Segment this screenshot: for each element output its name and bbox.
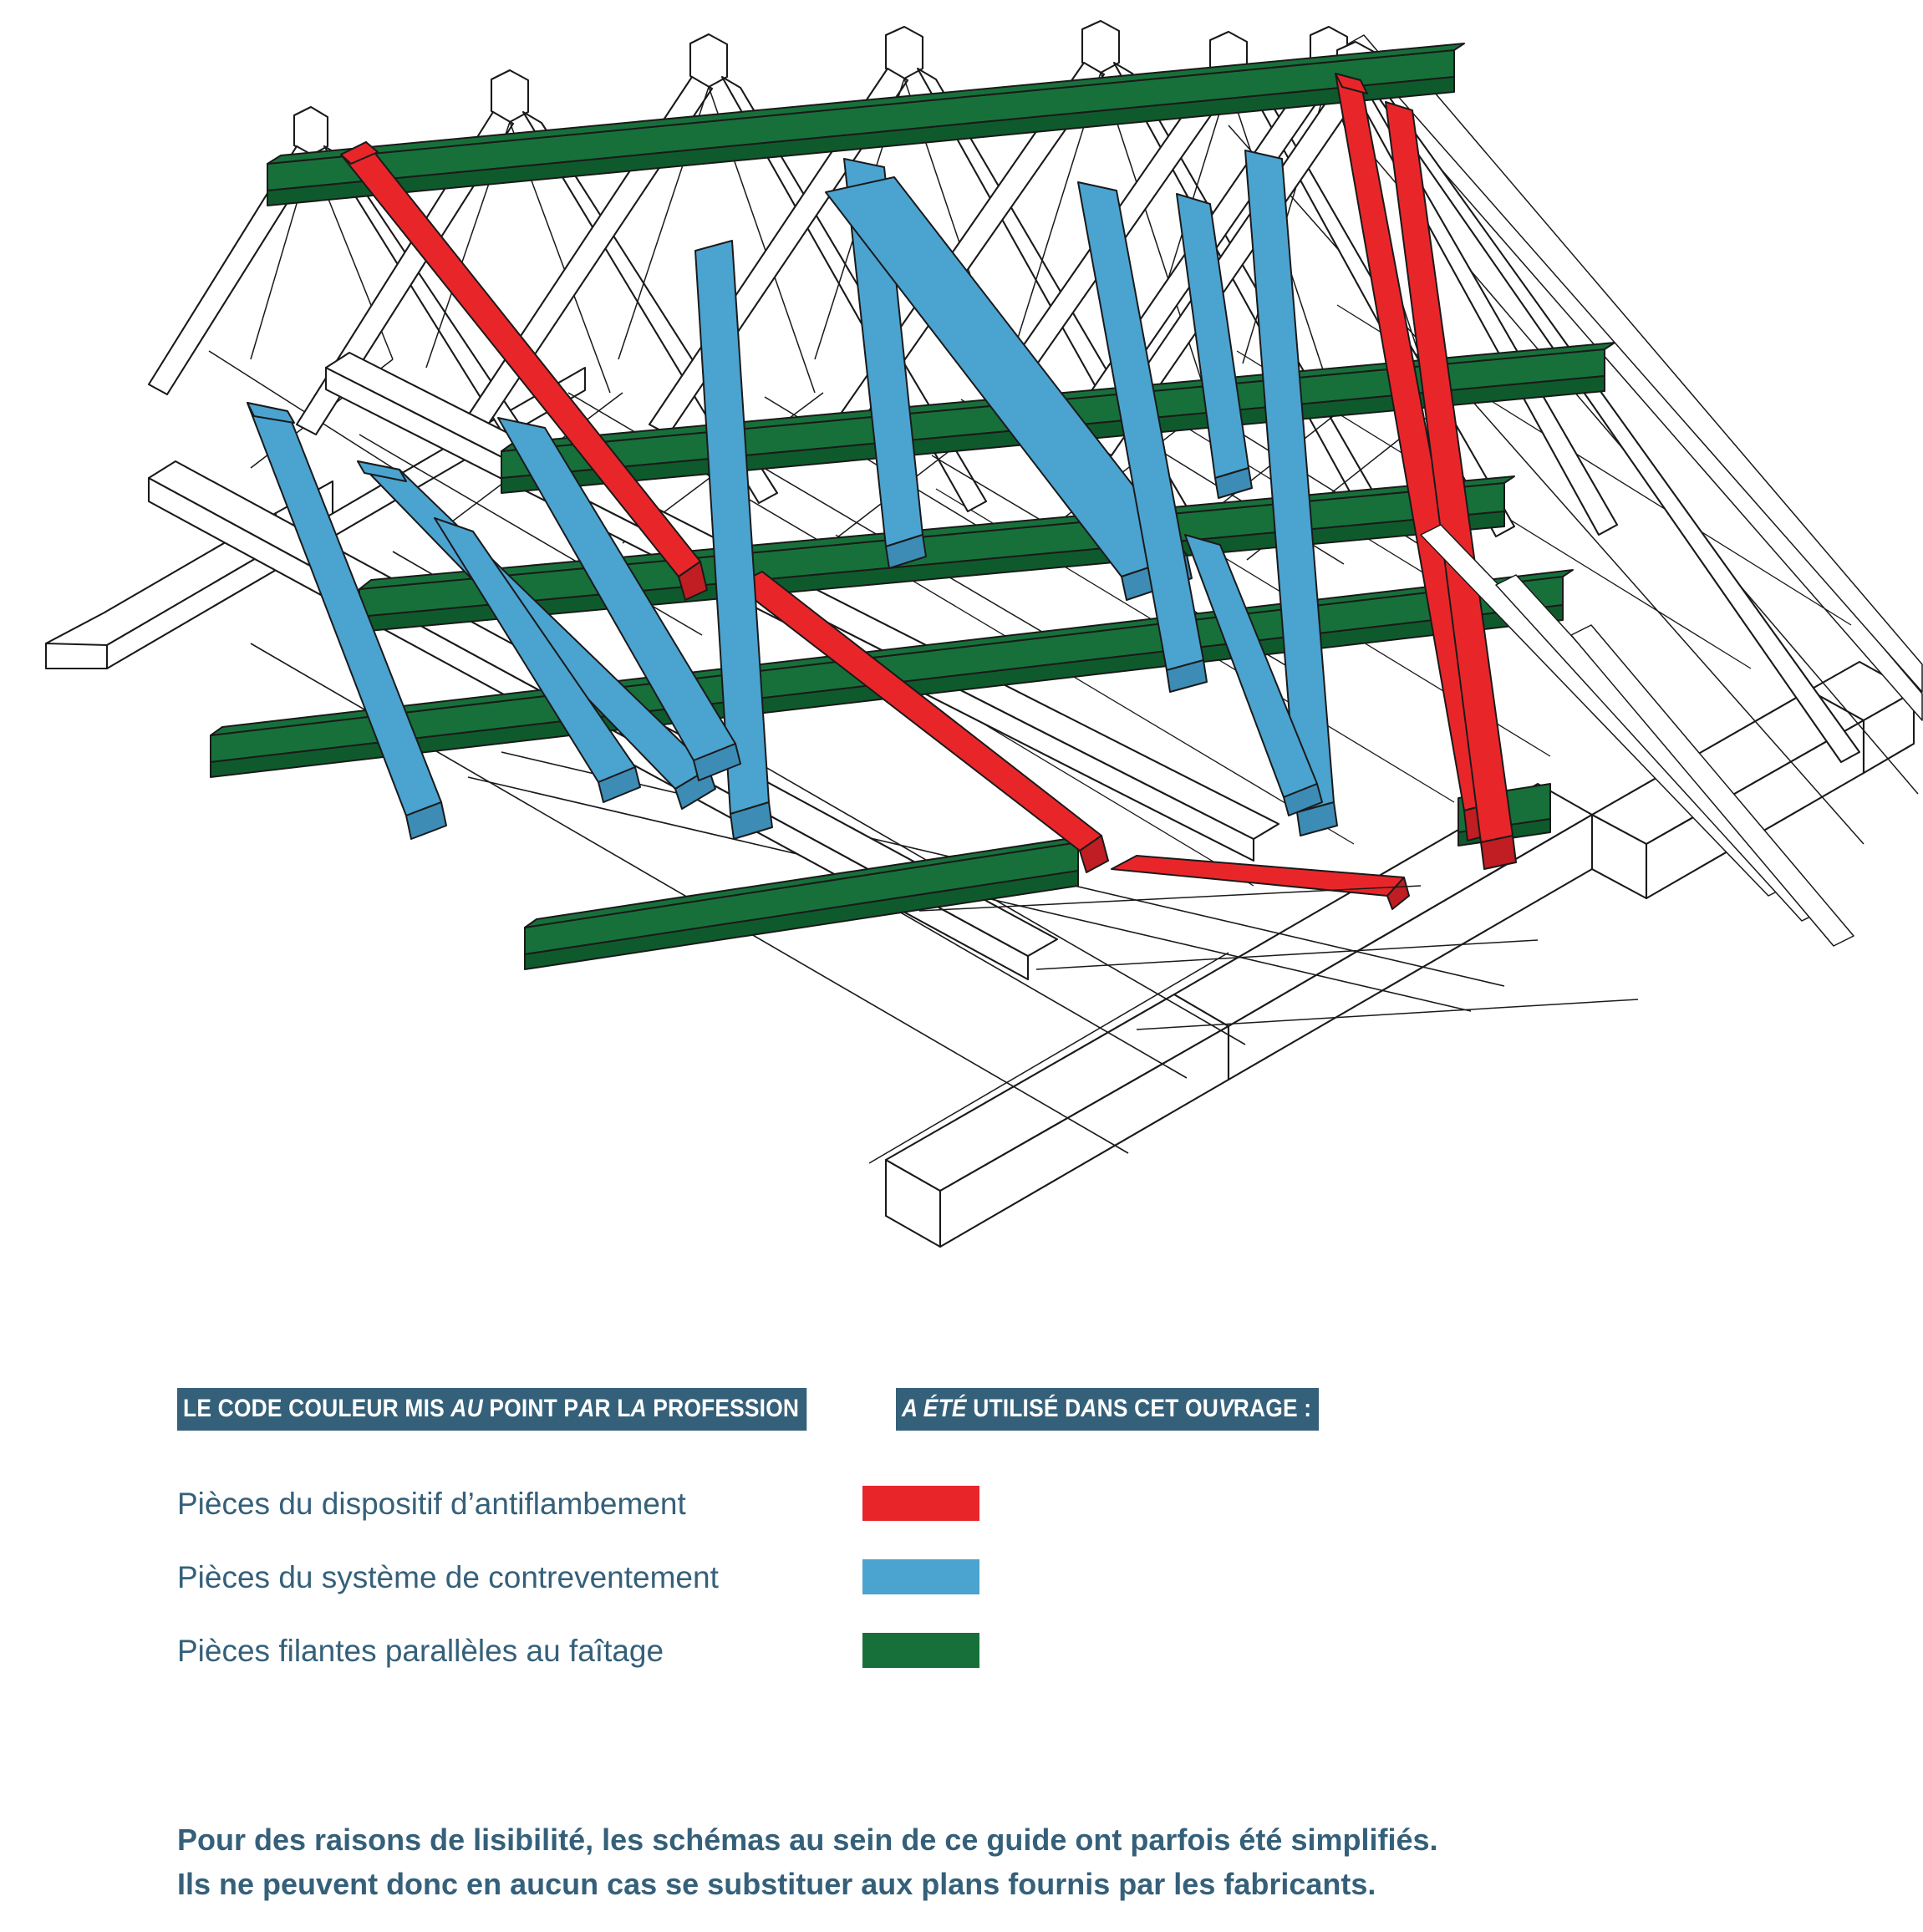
banner-l2-t2: NS CET OU bbox=[1096, 1395, 1219, 1422]
footer-disclaimer bbox=[177, 1818, 1849, 1907]
banner-l2-i1: A ÉTÉ bbox=[902, 1395, 967, 1422]
swatch-red bbox=[862, 1486, 979, 1521]
banner-l2-t3: RAGE : bbox=[1233, 1395, 1312, 1422]
legend-banner bbox=[177, 1383, 1923, 1431]
legend-row-contreventement bbox=[177, 1551, 1923, 1603]
swatch-blue bbox=[862, 1559, 979, 1594]
legend-row-antiflambement bbox=[177, 1477, 1923, 1529]
banner-l1-i3: A bbox=[630, 1395, 647, 1422]
color-code-legend bbox=[0, 1383, 1923, 1698]
legend-label-antiflambement: Pièces du dispositif d’antiflambement bbox=[177, 1486, 686, 1521]
banner-l1-i2: A bbox=[578, 1395, 595, 1422]
footer-line-1: Pour des raisons de lisibilité, les schémas au sein de ce guide ont parfois été simplifiés. bbox=[177, 1823, 1438, 1857]
banner-l2-i3: V bbox=[1218, 1395, 1234, 1422]
banner-l1-t3: R L bbox=[594, 1395, 631, 1422]
banner-l1-i1: AU bbox=[450, 1395, 483, 1422]
legend-row-filantes bbox=[177, 1624, 1923, 1676]
footer-line-2: Ils ne peuvent donc en aucun cas se substituer aux plans fournis par les fabricants. bbox=[177, 1867, 1376, 1902]
legend-label-contreventement: Pièces du système de contreventement bbox=[177, 1559, 719, 1594]
banner-l2-t1: UTILISÉ D bbox=[966, 1395, 1081, 1422]
banner-l1-t2: POINT P bbox=[482, 1395, 579, 1422]
banner-l2-i2: A bbox=[1081, 1395, 1097, 1422]
banner-l1-t1: LE CODE COULEUR MIS bbox=[183, 1395, 451, 1422]
legend-banner-line-1 bbox=[177, 1388, 806, 1431]
legend-row-list bbox=[177, 1477, 1923, 1676]
swatch-green bbox=[862, 1633, 979, 1668]
legend-label-filantes: Pièces filantes parallèles au faîtage bbox=[177, 1633, 664, 1668]
banner-l1-t4: PROFESSION bbox=[646, 1395, 800, 1422]
legend-banner-line-2 bbox=[896, 1388, 1319, 1431]
